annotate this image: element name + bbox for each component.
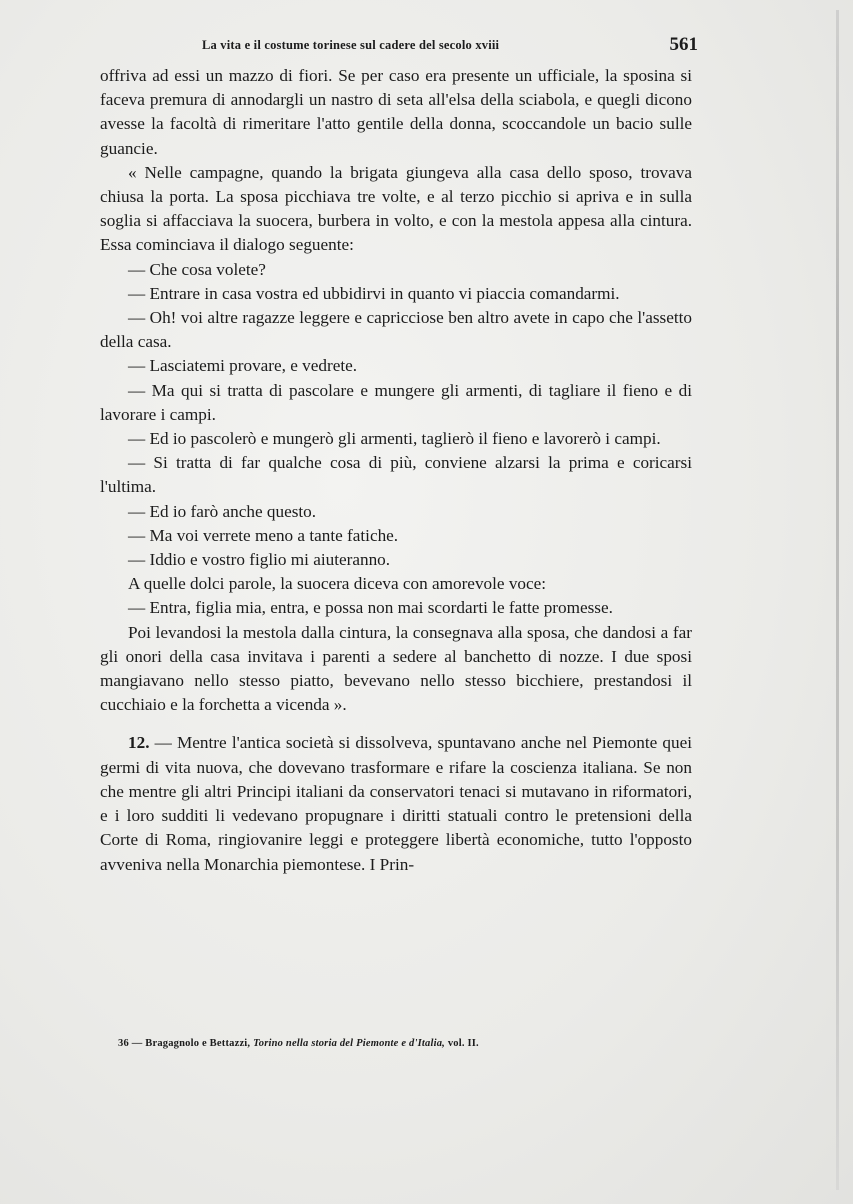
dialogue-line: — Lasciatemi provare, e vedrete. [128,356,358,376]
dialogue-line: — Ed io pascolerò e mungerò gli armenti, taglierò il fieno e lavorerò i campi. [128,429,661,449]
paragraph: « Nelle campagne, quando la brigata giungeva alla casa dello sposo, trovava chiusa la porta. La sposa picchiava tre volte, e al terzo picchio si apriva e in sulla soglia si affacciava la suocera, burbera in volto, e con la mestola appesa alla cintura. Essa cominciava il dialogo seguente: [100,162,692,255]
dialogue-line: — Si tratta di far qualche cosa di più, conviene alzarsi la prima e coricarsi l'ultima. [100,453,692,497]
dialogue-line: — Entrare in casa vostra ed ubbidirvi in quanto vi piaccia comandarmi. [128,283,620,303]
volume-label: vol. II. [447,1038,479,1049]
section-number: 12. [128,733,150,753]
page-header [98,36,698,58]
dialogue-line: — Che cosa volete? [128,259,266,279]
book-title: Torino nella storia del Piemonte e d'Italia, [253,1038,445,1049]
paragraph: offriva ad essi un mazzo di fiori. Se per caso era presente un ufficiale, la sposina si faceva premura di annodargli un nastro di seta all'elsa della sciabola, e quegli dicono avesse la facoltà di rimeritare l'atto gentile della donna, scoccandole un bacio sulle guancie. [100,66,692,158]
page-footer [118,1038,678,1049]
body-text [100,64,692,877]
page-edge-shadow [836,10,839,1190]
dialogue-line: — Iddio e vostro figlio mi aiuteranno. [128,550,391,570]
paragraph: Poi levandosi la mestola dalla cintura, la consegnava alla sposa, che dandosi a far gli onori della casa invitava i parenti a sedere al banchetto di nozze. I due sposi mangiavano nello stesso piatto, bevevano nello stesso bicchiere, prestandosi il cucchiaio e la forchetta a vicenda ». [100,622,692,715]
dialogue-line: — Ma voi verrete meno a tante fatiche. [128,525,399,545]
section-text: — Mentre l'antica società si dissolveva, spuntavano anche nel Piemonte quei germi di vita nuova, che dovevano trasformare e rifare la coscienza italiana. Se non che mentre gli altri Principi italiani da conservatori tenaci si mutavano in riformatori, e i loro sudditi li vedevano propugnare i diritti statuali contro le pretensioni della Corte di Roma, ringiovanire leggi e proteggere libertà economiche, tutto l'opposto avveniva nella Monarchia piemontese. I Prin- [100,733,692,874]
section-paragraph [100,731,692,876]
running-title: La vita e il costume torinese sul cadere del secolo xviii [202,38,500,52]
dialogue-line: — Ed io farò anche questo. [128,501,317,521]
page-number: 561 [669,34,698,55]
dialogue-line: — Oh! voi altre ragazze leggere e capricciose ben altro avete in capo che l'assetto della casa. [100,308,692,352]
paragraph: A quelle dolci parole, la suocera diceva con amorevole voce: [128,574,547,594]
printer-signature: 36 — Bragagnolo e Bettazzi, [118,1038,251,1049]
dialogue-line: — Ma qui si tratta di pascolare e mungere gli armenti, di tagliare il fieno e di lavorare i campi. [100,380,692,424]
dialogue-line: — Entra, figlia mia, entra, e possa non mai scordarti le fatte promesse. [128,598,613,618]
